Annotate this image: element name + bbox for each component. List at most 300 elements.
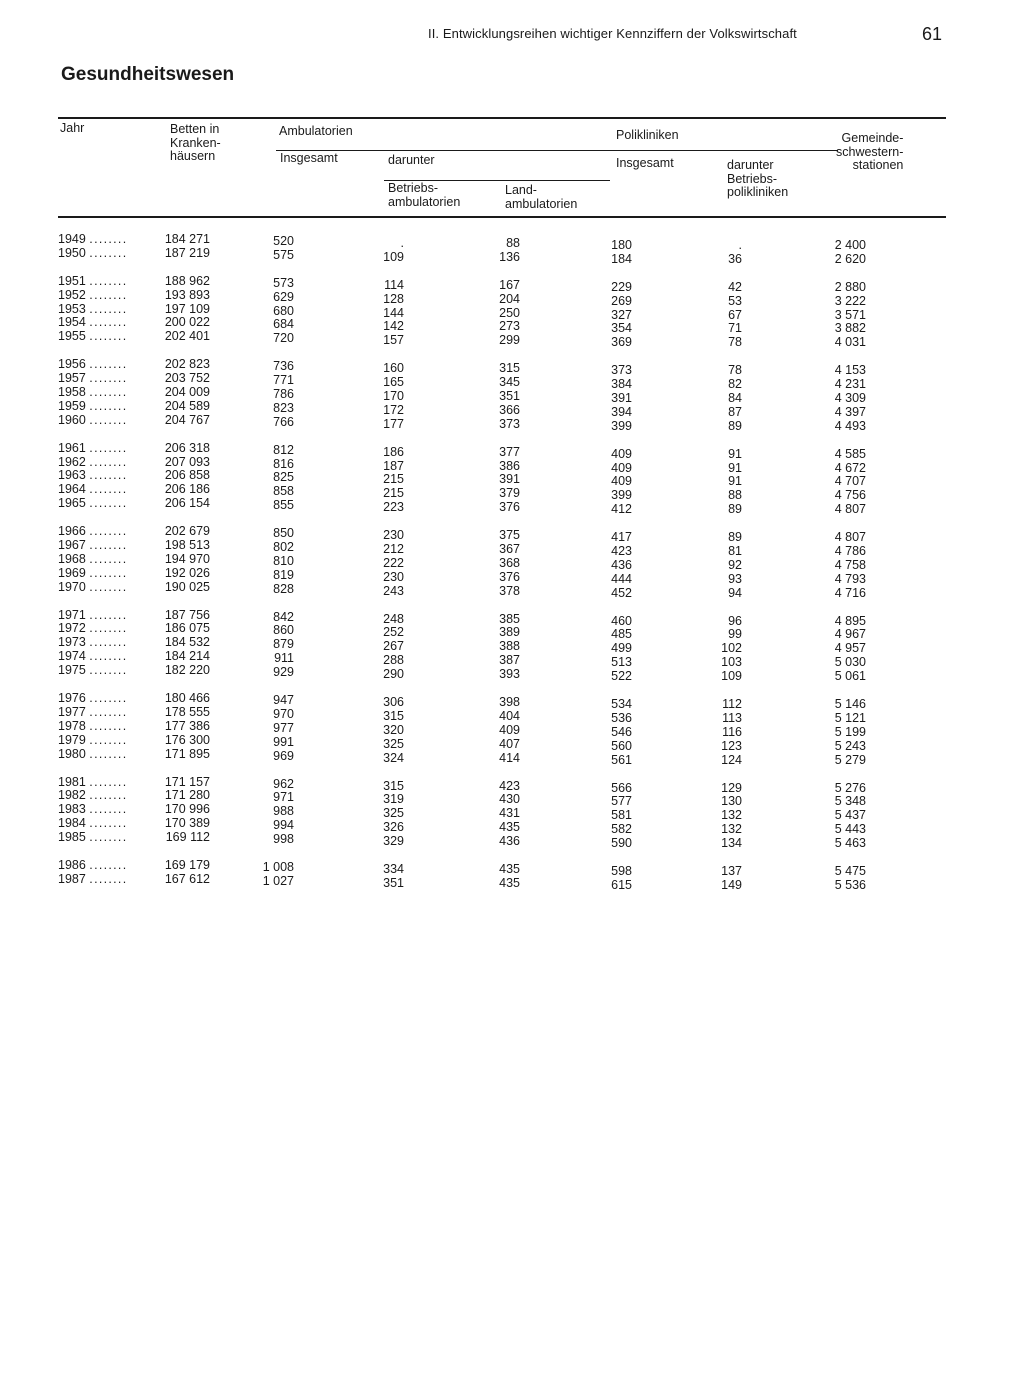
dot-leader: ........ — [89, 454, 128, 469]
dot-leader: ........ — [89, 371, 128, 386]
year-label: 1952 — [58, 287, 86, 302]
year-label: 1983 — [58, 802, 86, 817]
land-cell: 376 — [499, 569, 520, 584]
dot-leader: ........ — [89, 482, 128, 497]
gem-cell: 5 030 — [834, 655, 866, 670]
table-row — [0, 663, 1024, 684]
beds-cell: 193 893 — [164, 287, 210, 302]
year-cell — [58, 316, 148, 330]
amb-cell: 812 — [273, 442, 294, 457]
year-label: 1977 — [58, 704, 86, 719]
poli-cell: 436 — [611, 557, 632, 572]
table-row — [0, 607, 1024, 628]
poli-cell: 373 — [611, 363, 632, 378]
col-header-year: Jahr — [60, 121, 85, 135]
land-cell: 404 — [499, 708, 520, 723]
dot-leader: ........ — [89, 830, 128, 845]
year-label: 1986 — [58, 857, 86, 872]
beds-cell: 171 895 — [164, 746, 210, 761]
land-cell: 378 — [499, 583, 520, 598]
polib-cell: 137 — [721, 863, 742, 878]
gem-cell: 4 231 — [834, 377, 866, 392]
amb-cell: 977 — [273, 720, 294, 735]
amb-cell: 684 — [273, 317, 294, 332]
betr-cell: 326 — [383, 820, 404, 835]
land-cell: 368 — [499, 555, 520, 570]
year-cell — [58, 803, 148, 817]
year-cell — [58, 303, 148, 317]
land-cell: 377 — [499, 444, 520, 459]
dot-leader: ........ — [89, 746, 128, 761]
poli-cell: 485 — [611, 627, 632, 642]
beds-cell: 206 318 — [164, 440, 210, 455]
amb-cell: 855 — [273, 498, 294, 513]
polib-cell: 81 — [728, 544, 742, 559]
polib-cell: 130 — [721, 794, 742, 809]
polib-cell: 109 — [721, 669, 742, 684]
polib-cell: 116 — [722, 724, 742, 739]
amb-cell: 819 — [273, 567, 294, 582]
year-label: 1975 — [58, 663, 86, 678]
col-header-poli-total: Insgesamt — [616, 156, 674, 170]
table-row — [0, 287, 1024, 308]
dot-leader: ........ — [89, 635, 128, 650]
betr-cell: 144 — [383, 305, 404, 320]
beds-cell: 207 093 — [164, 454, 210, 469]
beds-cell: 204 589 — [164, 398, 210, 413]
dot-leader: ........ — [89, 524, 128, 539]
table-row — [0, 454, 1024, 475]
year-cell — [58, 748, 148, 762]
table-row — [0, 746, 1024, 767]
year-cell — [58, 720, 148, 734]
dot-leader: ........ — [89, 329, 128, 344]
gem-cell: 5 061 — [834, 669, 866, 684]
polib-cell: 103 — [721, 655, 742, 670]
gem-cell: 4 716 — [834, 585, 866, 600]
gem-cell: 4 895 — [834, 613, 866, 628]
year-label: 1985 — [58, 830, 86, 845]
col-header-gemeindeschwestern: Gemeinde- schwestern- stationen — [836, 131, 904, 172]
year-cell — [58, 289, 148, 303]
dot-leader: ........ — [89, 232, 128, 246]
betr-cell: 186 — [383, 444, 404, 459]
betr-cell: 215 — [383, 472, 404, 487]
polib-cell: 78 — [728, 363, 742, 378]
running-head: II. Entwicklungsreihen wichtiger Kennziffern der Volkswirtschaft — [428, 26, 797, 41]
beds-cell: 184 214 — [164, 649, 210, 664]
land-cell: 376 — [499, 500, 520, 515]
dot-leader: ........ — [89, 357, 128, 372]
amb-cell: 771 — [273, 373, 294, 388]
land-cell: 387 — [499, 653, 520, 668]
land-cell: 414 — [499, 750, 520, 765]
year-cell — [58, 817, 148, 831]
gem-cell: 3 571 — [834, 307, 866, 322]
year-label: 1980 — [58, 746, 86, 761]
beds-cell: 186 075 — [164, 621, 210, 636]
dot-leader: ........ — [89, 551, 128, 566]
poli-cell: 581 — [611, 808, 632, 823]
polib-cell: 67 — [728, 307, 742, 322]
betr-cell: 170 — [383, 389, 404, 404]
amb-cell: 988 — [273, 804, 294, 819]
gem-cell: 4 967 — [834, 627, 866, 642]
year-label: 1974 — [58, 649, 86, 664]
table-row — [0, 857, 1024, 878]
amb-cell: 828 — [273, 581, 294, 596]
amb-cell: 520 — [273, 234, 294, 248]
year-cell — [58, 622, 148, 636]
betr-cell: 320 — [383, 722, 404, 737]
beds-cell: 169 112 — [165, 830, 210, 845]
polib-cell: 89 — [728, 502, 742, 517]
table-row — [0, 468, 1024, 489]
gem-cell: 5 536 — [834, 877, 866, 892]
beds-cell: 167 612 — [164, 871, 210, 886]
gem-cell: 2 880 — [834, 279, 866, 294]
table-row — [0, 871, 1024, 892]
beds-cell: 202 823 — [164, 357, 210, 372]
beds-cell: 198 513 — [164, 538, 210, 553]
dot-leader: ........ — [89, 287, 128, 302]
year-label: 1978 — [58, 718, 86, 733]
poli-cell: 184 — [611, 251, 632, 266]
amb-cell: 1 027 — [262, 873, 294, 888]
year-cell — [58, 372, 148, 386]
year-label: 1959 — [58, 398, 86, 413]
gem-cell: 2 620 — [834, 251, 866, 266]
year-cell — [58, 469, 148, 483]
table-row — [0, 830, 1024, 851]
year-cell — [58, 539, 148, 553]
polib-cell: 93 — [728, 571, 742, 586]
poli-cell: 423 — [611, 544, 632, 559]
dot-leader: ........ — [89, 663, 128, 678]
beds-cell: 180 466 — [164, 691, 210, 706]
polib-cell: 91 — [728, 460, 742, 475]
gem-cell: 5 146 — [834, 697, 866, 712]
dot-leader: ........ — [89, 718, 128, 733]
beds-cell: 184 532 — [164, 635, 210, 650]
polib-cell: 149 — [721, 877, 742, 892]
gem-cell: 5 121 — [834, 710, 866, 725]
land-cell: 379 — [499, 486, 520, 501]
poli-cell: 327 — [611, 307, 632, 322]
table-row — [0, 524, 1024, 545]
amb-cell: 947 — [273, 693, 294, 708]
betr-cell: 187 — [383, 458, 404, 473]
amb-cell: 1 008 — [262, 859, 294, 874]
poli-cell: 582 — [611, 822, 632, 837]
year-cell — [58, 692, 148, 706]
table-row — [0, 579, 1024, 600]
polib-cell: 92 — [728, 557, 742, 572]
betr-cell: 334 — [383, 861, 404, 876]
col-header-poli-darunter: darunter Betriebs- polikliniken — [727, 158, 789, 199]
poli-cell: 229 — [611, 279, 632, 294]
amb-cell: 994 — [273, 818, 294, 833]
poli-cell: 522 — [611, 669, 632, 684]
year-cell — [58, 247, 148, 261]
ambulatorien-subrule — [276, 150, 838, 151]
amb-cell: 971 — [273, 790, 294, 805]
year-cell — [58, 233, 148, 247]
year-label: 1956 — [58, 357, 86, 372]
poli-cell: 460 — [611, 613, 632, 628]
year-label: 1979 — [58, 732, 86, 747]
polib-cell: 91 — [728, 446, 742, 461]
gem-cell: 5 475 — [834, 863, 866, 878]
poli-cell: 499 — [611, 641, 632, 656]
gem-cell: 4 756 — [834, 488, 866, 503]
year-label: 1971 — [58, 607, 86, 622]
col-header-betriebsambulatorien: Betriebs- ambulatorien — [388, 181, 461, 209]
poli-cell: 598 — [611, 863, 632, 878]
polib-cell: . — [738, 238, 742, 252]
polib-cell: 112 — [722, 697, 742, 712]
amb-cell: 786 — [273, 387, 294, 402]
beds-cell: 200 022 — [164, 315, 210, 330]
year-label: 1969 — [58, 565, 86, 580]
betr-cell: 315 — [383, 708, 404, 723]
polib-cell: 132 — [721, 808, 742, 823]
dot-leader: ........ — [89, 649, 128, 664]
poli-cell: 536 — [611, 710, 632, 725]
table-row — [0, 301, 1024, 322]
poli-cell: 180 — [611, 238, 632, 252]
year-cell — [58, 706, 148, 720]
poli-cell: 369 — [611, 335, 632, 350]
section-title: Gesundheitswesen — [61, 64, 235, 85]
year-label: 1972 — [58, 621, 86, 636]
land-cell: 389 — [499, 625, 520, 640]
betr-cell: 128 — [383, 291, 404, 306]
land-cell: 385 — [499, 611, 520, 626]
land-cell: 423 — [499, 778, 520, 793]
amb-cell: 802 — [273, 540, 294, 555]
amb-cell: 969 — [273, 748, 294, 763]
land-cell: 436 — [499, 834, 520, 849]
beds-cell: 171 280 — [164, 788, 210, 803]
beds-cell: 187 756 — [164, 607, 210, 622]
gem-cell: 3 222 — [834, 293, 866, 308]
dot-leader: ........ — [89, 857, 128, 872]
year-cell — [58, 636, 148, 650]
betr-cell: 290 — [383, 667, 404, 682]
beds-cell: 170 389 — [164, 816, 210, 831]
betr-cell: 177 — [383, 416, 404, 431]
gem-cell: 4 031 — [834, 335, 866, 350]
year-label: 1970 — [58, 579, 86, 594]
betr-cell: 248 — [383, 611, 404, 626]
betr-cell: 315 — [383, 778, 404, 793]
table-top-rule — [58, 117, 946, 119]
polib-cell: 78 — [728, 335, 742, 350]
year-cell — [58, 358, 148, 372]
betr-cell: 114 — [384, 277, 404, 292]
year-cell — [58, 400, 148, 414]
poli-cell: 409 — [611, 446, 632, 461]
gem-cell: 3 882 — [834, 321, 866, 336]
table-row — [0, 802, 1024, 823]
year-label: 1981 — [58, 774, 86, 789]
year-label: 1968 — [58, 551, 86, 566]
land-cell: 393 — [499, 667, 520, 682]
polib-cell: 124 — [721, 752, 742, 767]
polib-cell: 89 — [728, 418, 742, 433]
polib-cell: 102 — [721, 641, 742, 656]
year-cell — [58, 664, 148, 678]
beds-cell: 170 996 — [164, 802, 210, 817]
year-label: 1973 — [58, 635, 86, 650]
gem-cell: 4 786 — [834, 544, 866, 559]
land-cell: 391 — [499, 472, 520, 487]
land-cell: 136 — [499, 249, 520, 264]
dot-leader: ........ — [89, 774, 128, 789]
gem-cell: 5 199 — [834, 724, 866, 739]
gem-cell: 4 309 — [834, 391, 866, 406]
table-row — [0, 732, 1024, 753]
table-row — [0, 273, 1024, 294]
amb-cell: 720 — [273, 331, 294, 346]
polib-cell: 134 — [721, 836, 742, 851]
beds-cell: 206 186 — [164, 482, 210, 497]
year-label: 1965 — [58, 496, 86, 511]
beds-cell: 177 386 — [164, 718, 210, 733]
beds-cell: 202 679 — [164, 524, 210, 539]
amb-cell: 929 — [273, 665, 294, 680]
betr-cell: 222 — [383, 555, 404, 570]
dot-leader: ........ — [89, 704, 128, 719]
betr-cell: 212 — [383, 542, 404, 557]
gem-cell: 5 279 — [834, 752, 866, 767]
amb-cell: 998 — [273, 832, 294, 847]
year-label: 1976 — [58, 691, 86, 706]
year-label: 1984 — [58, 816, 86, 831]
year-cell — [58, 650, 148, 664]
gem-cell: 5 348 — [834, 794, 866, 809]
year-cell — [58, 525, 148, 539]
poli-cell: 399 — [611, 488, 632, 503]
beds-cell: 192 026 — [164, 565, 210, 580]
polib-cell: 53 — [728, 293, 742, 308]
betr-cell: 306 — [383, 695, 404, 710]
polib-cell: 87 — [728, 404, 742, 419]
poli-cell: 269 — [611, 293, 632, 308]
year-label: 1957 — [58, 371, 86, 386]
betr-cell: 324 — [383, 750, 404, 765]
land-cell: 273 — [499, 319, 520, 334]
dot-leader: ........ — [89, 245, 128, 260]
table-row — [0, 371, 1024, 392]
betr-cell: 325 — [383, 736, 404, 751]
polib-cell: 88 — [728, 488, 742, 503]
page-number: 61 — [922, 24, 943, 44]
gem-cell: 4 957 — [834, 641, 866, 656]
year-cell — [58, 859, 148, 873]
land-cell: 407 — [499, 736, 520, 751]
poli-cell: 546 — [611, 724, 632, 739]
land-cell: 398 — [499, 695, 520, 710]
land-cell: 430 — [499, 792, 520, 807]
gem-cell: 4 153 — [834, 363, 866, 378]
poli-cell: 566 — [611, 780, 632, 795]
amb-cell: 816 — [273, 456, 294, 471]
amb-cell: 962 — [273, 776, 294, 791]
table-body — [0, 232, 1024, 892]
year-label: 1951 — [58, 273, 86, 288]
polib-cell: 91 — [728, 474, 742, 489]
betr-cell: . — [400, 236, 404, 250]
beds-cell: 203 752 — [164, 371, 210, 386]
year-cell — [58, 442, 148, 456]
poli-cell: 391 — [611, 391, 632, 406]
dot-leader: ........ — [89, 412, 128, 427]
amb-cell: 991 — [273, 734, 294, 749]
beds-cell: 194 970 — [164, 551, 210, 566]
gem-cell: 4 807 — [834, 530, 866, 545]
amb-cell: 842 — [273, 609, 294, 624]
polib-cell: 42 — [728, 279, 742, 294]
land-cell: 373 — [499, 416, 520, 431]
table-row — [0, 329, 1024, 350]
year-label: 1955 — [58, 329, 86, 344]
beds-cell: 204 009 — [164, 385, 210, 400]
betr-cell: 165 — [383, 375, 404, 390]
land-cell: 366 — [499, 402, 520, 417]
land-cell: 386 — [499, 458, 520, 473]
betr-cell: 319 — [383, 792, 404, 807]
dot-leader: ........ — [89, 871, 128, 886]
amb-cell: 825 — [273, 470, 294, 485]
polib-cell: 71 — [728, 321, 742, 336]
dot-leader: ........ — [89, 315, 128, 330]
polib-cell: 96 — [728, 613, 742, 628]
year-label: 1982 — [58, 788, 86, 803]
table-row — [0, 565, 1024, 586]
betr-cell: 230 — [383, 569, 404, 584]
table-row — [0, 315, 1024, 336]
year-cell — [58, 414, 148, 428]
poli-cell: 354 — [611, 321, 632, 336]
betr-cell: 109 — [383, 249, 404, 264]
betr-cell: 351 — [383, 875, 404, 890]
poli-cell: 534 — [611, 697, 632, 712]
amb-cell: 970 — [273, 706, 294, 721]
polib-cell: 89 — [728, 530, 742, 545]
amb-cell: 823 — [273, 400, 294, 415]
land-cell: 88 — [506, 236, 520, 250]
beds-cell: 178 555 — [164, 704, 210, 719]
gem-cell: 5 463 — [834, 836, 866, 851]
beds-cell: 171 157 — [164, 774, 210, 789]
year-cell — [58, 581, 148, 595]
amb-cell: 858 — [273, 484, 294, 499]
amb-cell: 810 — [273, 553, 294, 568]
gem-cell: 5 443 — [834, 822, 866, 837]
year-cell — [58, 386, 148, 400]
poli-cell: 577 — [611, 794, 632, 809]
beds-cell: 206 154 — [164, 496, 210, 511]
land-cell: 435 — [499, 875, 520, 890]
col-header-landambulatorien: Land- ambulatorien — [505, 183, 578, 211]
year-label: 1962 — [58, 454, 86, 469]
poli-cell: 615 — [611, 877, 632, 892]
year-cell — [58, 456, 148, 470]
dot-leader: ........ — [89, 788, 128, 803]
amb-cell: 680 — [273, 303, 294, 318]
